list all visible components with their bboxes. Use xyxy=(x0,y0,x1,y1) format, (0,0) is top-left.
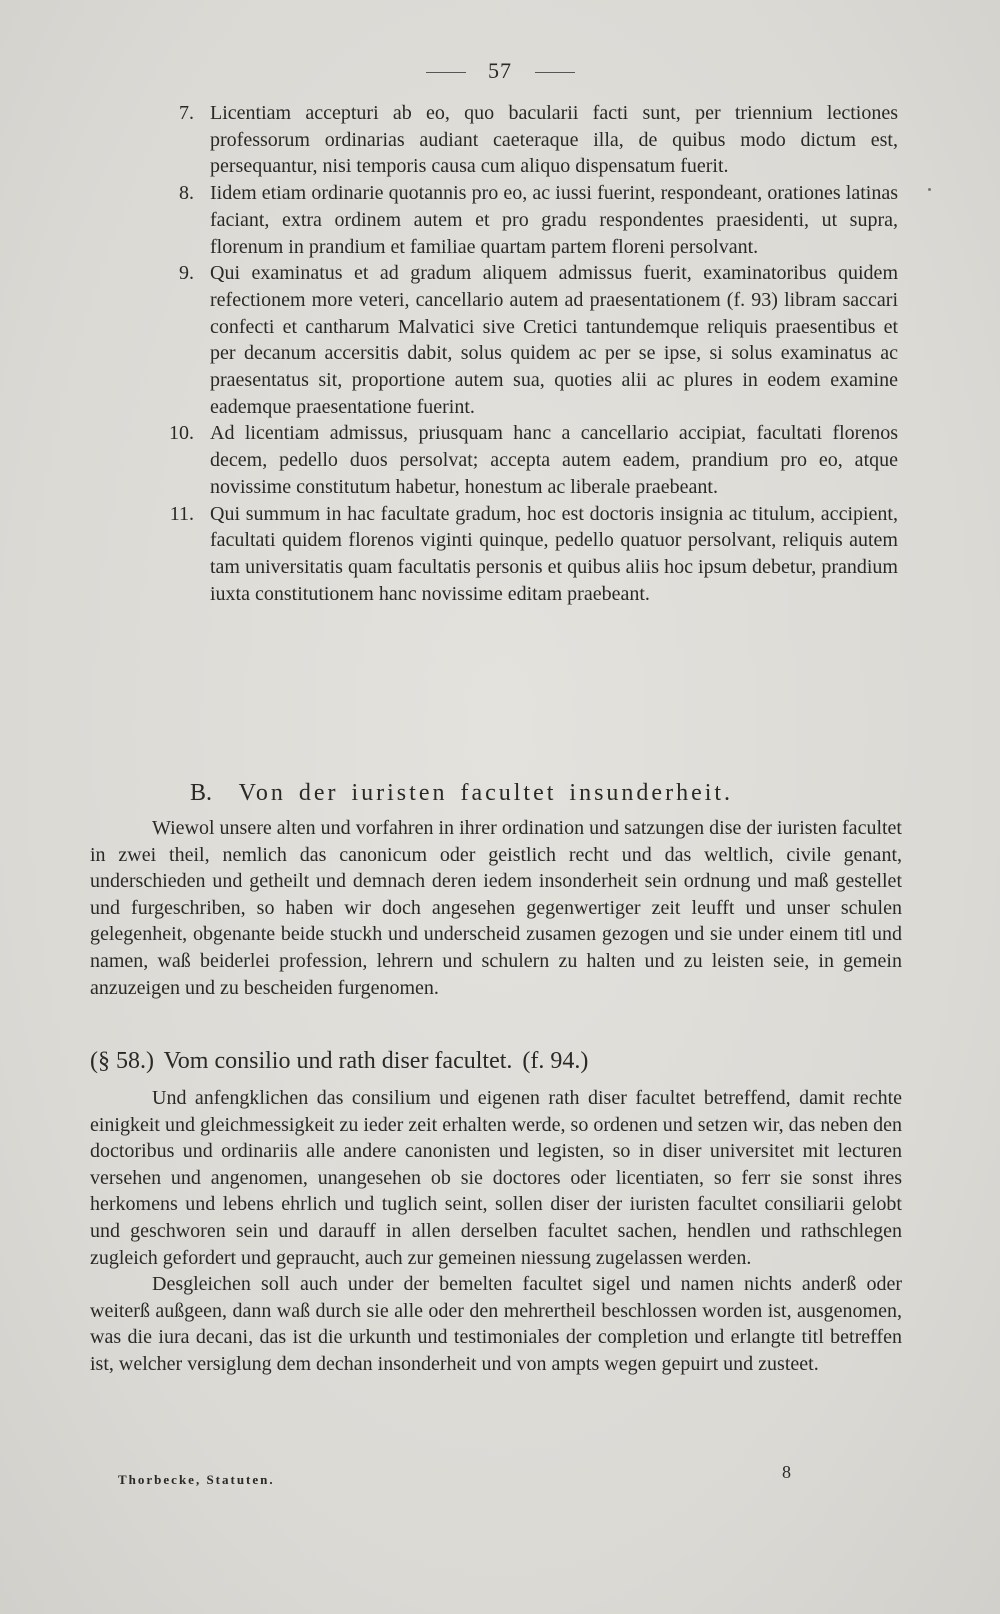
section-b-title: Von der iuristen facultet insunderheit. xyxy=(238,780,734,806)
item-text: Qui examinatus et ad gradum aliquem admissus fuerit, examinatoribus quidem refectionem more veteri, cancellario autem ad praesentationem (f. 93) libram saccari confecti et cantharum Malvatici sive Cretici tantundemque reliquis praesentibus et per decanum accersitis dabit, solus quidem ac per se ipse, si solus examinatus ac praesentatus sit, proportione autem sua, quoties alii ac plures in eodem examine eademque praesentatione fuerint. xyxy=(210,262,898,418)
item-text: Licentiam accepturi ab eo, quo bacularii facti sunt, per triennium lectiones professorum ordinarias audiant caeteraque illa, de quibus modo dictum est, persequantur, nisi temporis causa cum aliquo dispensatum fuerit. xyxy=(210,102,898,178)
list-item xyxy=(158,260,898,420)
footer-note: Thorbecke, Statuten. xyxy=(118,1472,275,1487)
item-number: 7. xyxy=(179,102,194,124)
list-item xyxy=(158,180,898,260)
item-text: Iidem etiam ordinarie quotannis pro eo, ac iussi fuerint, respondeant, orationes latinas faciant, extra ordinem autem et pro gradu respondentes praesidenti, ut supra, florenum in prandium et familiae quartam partem floreni persolvant. xyxy=(210,182,898,258)
section-58-paragraph-2: Desgleichen soll auch under der bemelten facultet sigel und namen nichts anderß oder weiterß außgeen, dann waß durch sie alle oder den mehrertheil beschlossen worden ist, ausgenomen, was die iura decani, das ist die urkunth und testimoniales der completion und erlangte titl betreffen ist, welcher versiglung dem dechan insonderheit und von ampts wegen gepuirt und zusteet. xyxy=(90,1273,902,1375)
section-58-heading xyxy=(90,1048,902,1075)
list-item xyxy=(158,420,898,500)
item-text: Ad licentiam admissus, priusquam hanc a cancellario accipiat, facultati florenos decem, pedello duos persolvat; accepta autem eadem, prandium pro eo, atque novissime constitutum habetur, honestum ac liberale praebeant. xyxy=(210,422,898,498)
page-header xyxy=(0,58,1000,84)
section-58-paragraph-1: Und anfengklichen das consilium und eigenen rath diser facultet betreffend, damit rechte einigkeit und gleichmessigkeit zu ieder zeit erhalten werde, so ordenen und setzen wir, das neben den doctoribus und ordinariis alle andere canonisten und legisten, so in diser universitet mit lecturen versehen und angenomen, unangesehen ob sie doctores oder licentiaten, so ferr sie sonst ihres herkomens und lebens ehrlich und tuglich seint, sollen diser der iuristen facultet consiliarii gelobt und geschworen sein und darauff in allen derselben facultet sachen, hendlen und rathschlegen zugleich gefordert und gepraucht, auch zur gemeinen niessung zugelassen werden. xyxy=(90,1087,902,1269)
item-text: Qui summum in hac facultate gradum, hoc est doctoris insignia ac titulum, accipient, facultati quidem florenos viginti quinque, pedello quatuor persolvant, reliquis autem tam universitatis quam facultatis personis et quibus aliis hoc ipsum debetur, prandium iuxta constitutionem hanc novissime editam praebeant. xyxy=(210,502,898,605)
item-number: 9. xyxy=(179,262,194,285)
section-b-body xyxy=(90,815,902,1001)
section-b-paragraph: Wiewol unsere alten und vorfahren in ihrer ordination und satzungen dise der iuristen facultet in zwei theil, nemlich das canonicum oder geistlich recht und das weltlich, civile genant, underschieden und getheilt und demnach deren iedem insonderheit sein ordnung und maß gestellet und furgeschriben, so haben wir doch angesehen gegenwertiger zeit leufft und unser schulen gelegenheit, obgenante beide stuckh und underscheid zusamen gezogen und sie under einem titl und namen, waß beiderlei profession, lehrern und schulern zu halten und zu leisten seie, in gemein anzuzeigen und zu bescheiden furgenomen. xyxy=(90,817,902,999)
page-number: 57 xyxy=(488,58,512,83)
numbered-list xyxy=(158,100,898,607)
section-b-heading xyxy=(190,780,910,807)
header-rule-left xyxy=(426,72,466,73)
header-rule-right xyxy=(535,72,575,73)
section-58-body xyxy=(90,1085,902,1378)
section-58-number: (§ 58.) xyxy=(90,1048,154,1074)
section-58-title: Vom consilio und rath diser facultet. xyxy=(163,1048,513,1074)
list-item xyxy=(158,100,898,180)
paper-speck xyxy=(928,188,931,191)
signature-mark: 8 xyxy=(782,1462,791,1482)
item-number: 10. xyxy=(169,422,194,445)
list-item xyxy=(158,501,898,608)
section-58-folio: (f. 94.) xyxy=(522,1048,589,1074)
section-b-letter: B. xyxy=(190,780,213,806)
item-number: 11. xyxy=(169,502,194,525)
item-number: 8. xyxy=(179,182,194,205)
